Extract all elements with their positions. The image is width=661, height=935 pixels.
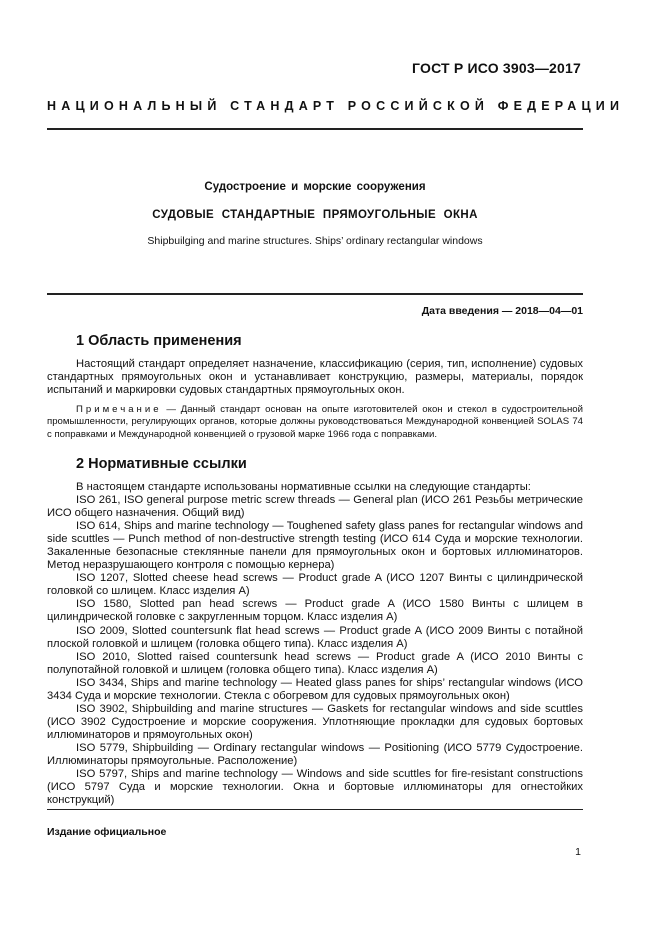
page-number: 1 <box>575 846 581 858</box>
document-title-english: Shipbuilging and marine structures. Ships’ ordinary rectangular windows <box>147 235 483 247</box>
reference-item: ISO 5779, Shipbuilding — Ordinary rectangular windows — Positioning (ИСО 5779 Судостроение. Иллюминаторы прямоугольные. Расположение) <box>47 741 583 767</box>
reference-item: ISO 3902, Shipbuilding and marine structures — Gaskets for rectangular windows and side scuttles (ИСО 3902 Судостроение и морские сооружения. Уплотняющие прокладки для судовых бортовых иллюминаторов и прямоугольных окон) <box>47 702 583 741</box>
reference-item: ISO 5797, Ships and marine technology — Windows and side scuttles for fire-resistant constructions (ИСО 5797 Суда и морские технологии. Окна и бортовые иллюминаторы для огнестойких конструкций) <box>47 768 583 807</box>
reference-item: ISO 1207, Slotted cheese head screws — Product grade A (ИСО 1207 Винты с цилиндрической головкой со шлицем. Класс изделия А) <box>47 572 583 598</box>
scope-text: Настоящий стандарт определяет назначение, классификацию (серия, тип, исполнение) судовых стандартных прямоугольных окон и устанавливает конструкцию, размеры, материалы, порядок испытаний и маркировки судовых стандартных прямоугольных окон. <box>47 358 583 397</box>
reference-item: ISO 261, ISO general purpose metric screw threads — General plan (ИСО 261 Резьбы метрические ИСО общего назначения. Общий вид) <box>47 494 583 520</box>
introduction-date: Дата введения — 2018—04—01 <box>421 305 583 317</box>
edition-label: Издание официальное <box>47 826 167 838</box>
title-divider <box>47 293 583 295</box>
reference-item: ISO 1580, Slotted pan head screws — Product grade A (ИСО 1580 Винты с шлицем в цилиндрической головке с закругленным торцом. Класс изделия А) <box>47 598 583 624</box>
top-divider <box>47 128 583 130</box>
references-intro: В настоящем стандарте использованы нормативные ссылки на следующие стандарты: <box>76 481 531 493</box>
reference-item: ISO 2009, Slotted countersunk flat head screws — Product grade A (ИСО 2009 Винты с потайной плоской головкой и шлицем (головка общего типа). Класс изделия А) <box>47 624 583 650</box>
document-title: СУДОВЫЕ СТАНДАРТНЫЕ ПРЯМОУГОЛЬНЫЕ ОКНА <box>152 209 478 221</box>
scope-note <box>47 404 583 441</box>
section-heading-scope: 1 Область применения <box>76 333 242 349</box>
scope-paragraph <box>47 358 583 397</box>
reference-item: ISO 2010, Slotted raised countersunk head screws — Product grade A (ИСО 2010 Винты с полупотайной головкой и шлицем (головка общего типа). Класс изделия А) <box>47 650 583 676</box>
reference-item: ISO 614, Ships and marine technology — Toughened safety glass panes for rectangular windows and side scuttles — Punch method of non-destructive strength testing (ИСО 614 Суда и морские технологии. Закаленные безопасные стеклянные панели для прямоугольных окон и бортовых иллюминаторов. Метод неразрушающего контроля с помощью кернера) <box>47 520 583 572</box>
note-text: — Данный стандарт основан на опыте изготовителей окон и стекол в судостроительной промышленности, регулирующих органов, которые должны руководствоваться Международной конвенцией SOLAS 74 с поправками и Международной конвенцией о грузовой марке 1966 года с поправками. <box>47 404 583 440</box>
national-standard-banner: НАЦИОНАЛЬНЫЙ СТАНДАРТ РОССИЙСКОЙ ФЕДЕРАЦИИ <box>47 99 625 113</box>
footer-divider <box>47 809 583 810</box>
section-heading-references: 2 Нормативные ссылки <box>76 456 247 472</box>
standard-number: ГОСТ Р ИСО 3903—2017 <box>412 60 581 76</box>
reference-item: ISO 3434, Ships and marine technology — Heated glass panes for ships’ rectangular windows (ИСО 3434 Суда и морские технологии. Стекла с обогревом для судовых прямоугольных окон) <box>47 676 583 702</box>
references-block <box>47 481 583 807</box>
note-label: Примечание <box>76 404 162 415</box>
subject-line: Судостроение и морские сооружения <box>204 181 426 193</box>
